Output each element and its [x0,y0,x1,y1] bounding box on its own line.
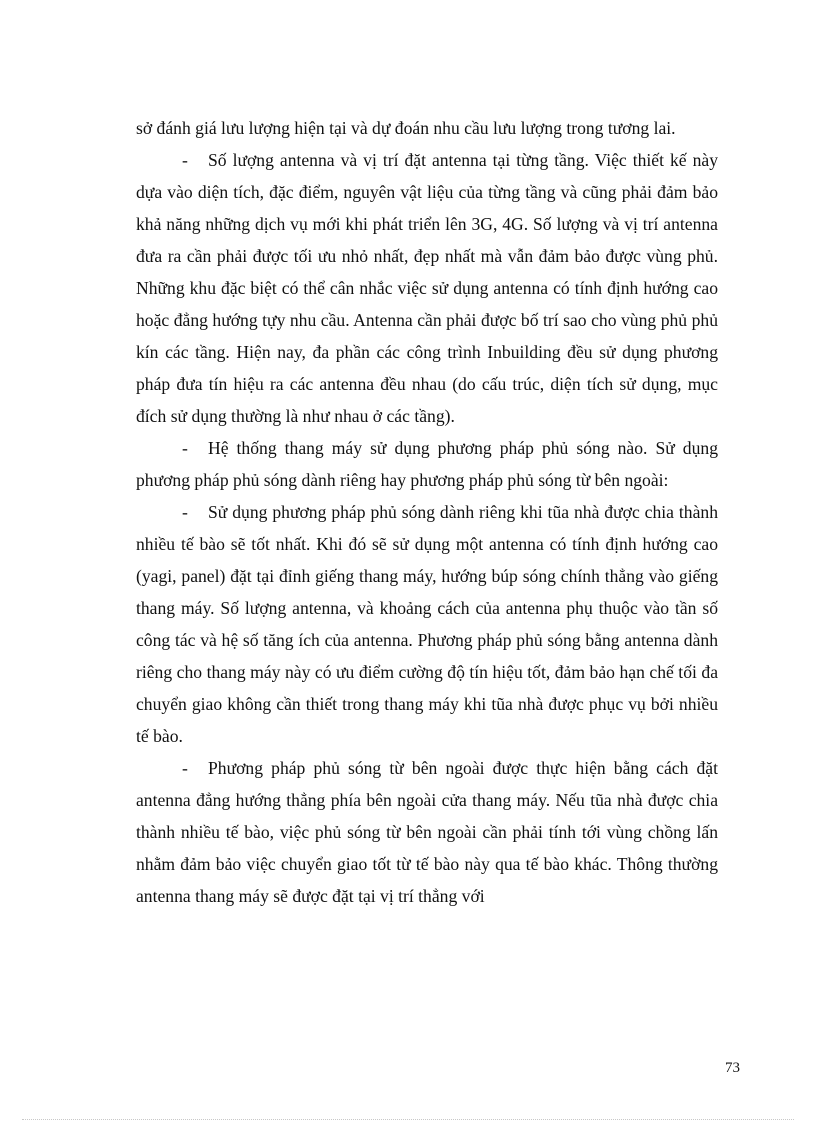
bullet-paragraph-external-coverage [136,752,718,912]
bullet-dash: - [182,150,188,170]
bullet-paragraph-elevator-method [136,432,718,496]
paragraph-text: Sử dụng phương pháp phủ sóng dành riêng khi tũa nhà được chia thành nhiều tế bào sẽ tốt nhất. Khi đó sẽ sử dụng một antenna có tính định hướng cao (yagi, panel) đặt tại đỉnh giếng thang máy, hướng búp sóng chính thẳng vào giếng thang máy. Số lượng antenna, và khoảng cách của antenna phụ thuộc vào tần số công tác và hệ số tăng ích của antenna. Phương pháp phủ sóng bằng antenna dành riêng cho thang máy này có ưu điểm cường độ tín hiệu tốt, đảm bảo hạn chế tối đa chuyển giao không cần thiết trong thang máy khi tũa nhà được phục vụ bởi nhiều tế bào. [136,502,718,746]
page-number: 73 [725,1060,740,1076]
paragraph-text: Phương pháp phủ sóng từ bên ngoài được thực hiện bằng cách đặt antenna đẳng hướng thẳng phía bên ngoài cửa thang máy. Nếu tũa nhà được chia thành nhiều tế bào, việc phủ sóng từ bên ngoài cần phải tính tới vùng chồng lấn nhằm đảm bảo việc chuyển giao tốt từ tế bào này qua tế bào khác. Thông thường antenna thang máy sẽ được đặt tại vị trí thẳng với [136,758,718,906]
page-bottom-divider [22,1119,794,1120]
bullet-paragraph-antenna-count [136,144,718,432]
paragraph-continuation [136,112,718,144]
paragraph-text: Số lượng antenna và vị trí đặt antenna tại từng tầng. Việc thiết kế này dựa vào diện tích, đặc điểm, nguyên vật liệu của từng tầng và cũng phải đảm bảo khả năng những dịch vụ mới khi phát triển lên 3G, 4G. Số lượng và vị trí antenna đưa ra cần phải được tối ưu nhỏ nhất, đẹp nhất mà vẫn đảm bảo được vùng phủ. Những khu đặc biệt có thể cân nhắc việc sử dụng antenna có tính định hướng cao hoặc đẳng hướng tựy nhu cầu. Antenna cần phải được bố trí sao cho vùng phủ phủ kín các tầng. Hiện nay, đa phần các công trình Inbuilding đều sử dụng phương pháp đưa tín hiệu ra các antenna đều nhau (do cấu trúc, diện tích sử dụng, mục đích sử dụng thường là như nhau ở các tầng). [136,150,718,426]
bullet-dash: - [182,758,188,778]
bullet-paragraph-dedicated-coverage [136,496,718,752]
bullet-dash: - [182,438,188,458]
body-text [136,112,718,912]
paragraph-text: sở đánh giá lưu lượng hiện tại và dự đoán nhu cầu lưu lượng trong tương lai. [136,118,676,138]
bullet-dash: - [182,502,188,522]
paragraph-text: Hệ thống thang máy sử dụng phương pháp phủ sóng nào. Sử dụng phương pháp phủ sóng dành riêng hay phương pháp phủ sóng từ bên ngoài: [136,438,718,490]
